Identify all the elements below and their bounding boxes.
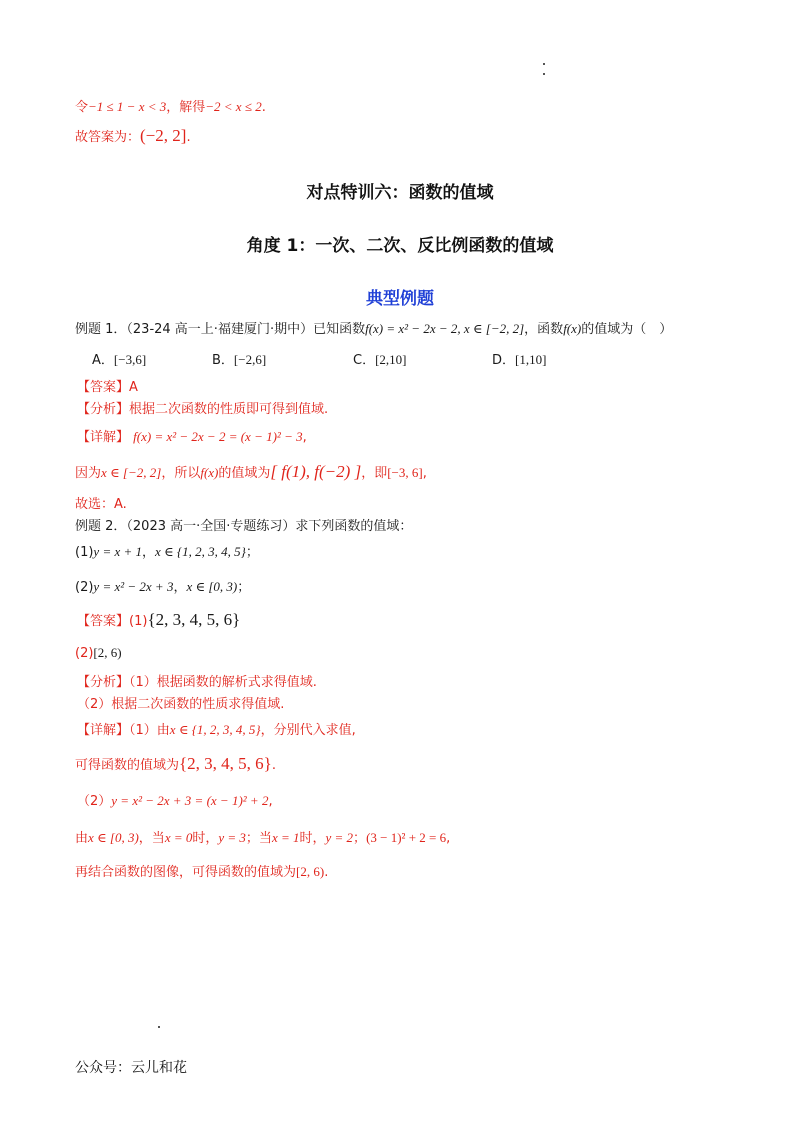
answer-value: [2, 6)	[93, 645, 122, 660]
text: ，即	[361, 466, 388, 481]
math-case: x = 1	[271, 830, 300, 845]
answer-label: (2)	[75, 646, 94, 661]
analysis-tag: 【分析】	[77, 402, 130, 417]
math-range: {2, 3, 4, 5, 6}	[179, 754, 272, 773]
math-case: (3 − 1)² + 2 = 6	[366, 830, 447, 845]
text: ，	[142, 545, 156, 560]
text: .	[261, 100, 266, 115]
math-case: y = 3	[218, 830, 246, 845]
math-inequality: −1 ≤ 1 − x < 3	[88, 99, 167, 114]
example-1-analysis	[77, 398, 328, 417]
math-detail: f(x) = x² − 2x − 2 = (x − 1)² − 3	[133, 429, 303, 444]
answer-tag: 【答案】	[77, 614, 130, 629]
text: ，分别代入求值,	[260, 723, 356, 738]
example-1-choose: 故选：A.	[75, 497, 127, 512]
option-value: [−2,6]	[233, 352, 267, 367]
example-2-detail-5	[75, 861, 328, 880]
text: 例题 1．（23-24 高一上·福建厦门·期中）已知函数	[75, 322, 366, 337]
text: 时，	[299, 831, 326, 846]
example-2-detail-3	[77, 790, 273, 809]
text: 故答案为：	[75, 130, 141, 145]
option-letter: A．	[92, 353, 114, 368]
example-1-detail	[77, 426, 307, 445]
text: ；	[245, 545, 259, 560]
text: 时，	[192, 831, 219, 846]
answer-value: {2, 3, 4, 5, 6}	[147, 610, 241, 629]
example-2-q2	[75, 576, 250, 595]
math-domain: x ∈ {1, 2, 3, 4, 5}	[155, 544, 246, 559]
section-heading: 对点特训六：函数的值域	[306, 183, 494, 203]
text: ，当	[138, 831, 165, 846]
math-detail: y = x² − 2x + 3 = (x − 1)² + 2	[111, 793, 269, 808]
option-d[interactable]	[492, 349, 546, 368]
math-solution: −2 < x ≤ 2	[205, 99, 262, 114]
math-fx: f(x)	[563, 321, 582, 336]
option-value: [2,10]	[375, 352, 407, 367]
math-range: [2, 6)	[296, 864, 325, 879]
option-a[interactable]	[92, 349, 146, 368]
example-2-q1	[75, 541, 259, 560]
text: 由	[75, 831, 89, 846]
text: （2）	[77, 794, 112, 809]
analysis-tag: 【分析】	[77, 675, 130, 690]
text: 因为	[75, 466, 102, 481]
option-letter: B．	[212, 353, 234, 368]
example-heading: 典型例题	[366, 289, 434, 309]
math-result: [−3, 6]	[387, 465, 423, 480]
text: .	[271, 758, 276, 773]
text: ，所以	[161, 466, 201, 481]
text: （1）由	[129, 723, 170, 738]
math-function: f(x) = x² − 2x − 2, x ∈ [−2, 2]	[365, 321, 525, 336]
example-2-analysis-2: （2）根据二次函数的性质求得值域.	[77, 697, 285, 712]
text: ,	[302, 430, 307, 445]
example-2-answer-2	[75, 645, 122, 661]
math-range: [ f(1), f(−2) ]	[270, 462, 362, 481]
text: ；当	[245, 831, 272, 846]
option-b[interactable]	[212, 349, 266, 368]
text: ，函数	[524, 322, 564, 337]
text: ,	[422, 466, 427, 481]
question-label: (2)	[75, 580, 94, 595]
stray-dot	[158, 1026, 160, 1028]
option-value: [−3,6]	[113, 352, 147, 367]
math-domain: x ∈ {1, 2, 3, 4, 5}	[169, 722, 261, 737]
text: 的值域为（ ）	[581, 322, 673, 337]
angle-heading: 角度 1：一次、二次、反比例函数的值域	[246, 236, 554, 256]
math-function: y = x + 1	[93, 544, 143, 559]
example-1-reason	[75, 462, 427, 482]
text: ；	[237, 580, 251, 595]
question-label: (1)	[75, 545, 94, 560]
text: .	[186, 130, 191, 145]
answer-tag: 【答案】	[77, 380, 130, 395]
text: ,	[446, 831, 451, 846]
example-1-stem	[75, 318, 672, 337]
analysis-text: 根据二次函数的性质即可得到值域.	[129, 402, 329, 417]
text: ，	[173, 580, 187, 595]
math-function: y = x² − 2x + 3	[93, 579, 174, 594]
math-case: x = 0	[164, 830, 193, 845]
text: ，解得	[166, 100, 206, 115]
stray-dot	[543, 73, 545, 75]
math-domain: x ∈ [0, 3)	[186, 579, 238, 594]
analysis-text: （1）根据函数的解析式求得值域.	[129, 675, 317, 690]
example-2-detail-2	[75, 754, 276, 774]
text: 令	[75, 100, 89, 115]
option-value: [1,10]	[515, 352, 547, 367]
text: 可得函数的值域为	[75, 758, 180, 773]
text: ,	[268, 794, 273, 809]
text: 再结合函数的图像，可得函数的值域为	[75, 865, 297, 880]
example-2-detail-4	[75, 827, 450, 846]
example-2-answer-1	[77, 610, 240, 630]
math-fx: f(x)	[200, 465, 219, 480]
math-domain: x ∈ [0, 3)	[88, 830, 139, 845]
option-c[interactable]	[353, 349, 407, 368]
example-1-answer	[77, 376, 138, 395]
text: 的值域为	[218, 466, 271, 481]
text: .	[324, 865, 329, 880]
option-letter: D．	[492, 353, 516, 368]
answer-label: (1)	[129, 614, 148, 629]
detail-tag: 【详解】	[77, 723, 130, 738]
math-domain: x ∈ [−2, 2]	[101, 465, 162, 480]
top-line-1	[75, 96, 266, 115]
stray-dot	[543, 63, 545, 65]
answer-value: A	[129, 380, 138, 395]
math-answer: (−2, 2]	[140, 126, 187, 145]
top-line-2	[75, 126, 191, 146]
text: ；	[353, 831, 367, 846]
example-2-analysis-1	[77, 671, 317, 690]
footer-text: 公众号：云儿和花	[75, 1060, 187, 1076]
detail-tag: 【详解】	[77, 430, 130, 445]
example-2-detail-1	[77, 719, 356, 738]
example-2-stem: 例题 2．（2023 高一·全国·专题练习）求下列函数的值域：	[75, 519, 413, 534]
option-letter: C．	[353, 353, 376, 368]
math-case: y = 2	[325, 830, 354, 845]
